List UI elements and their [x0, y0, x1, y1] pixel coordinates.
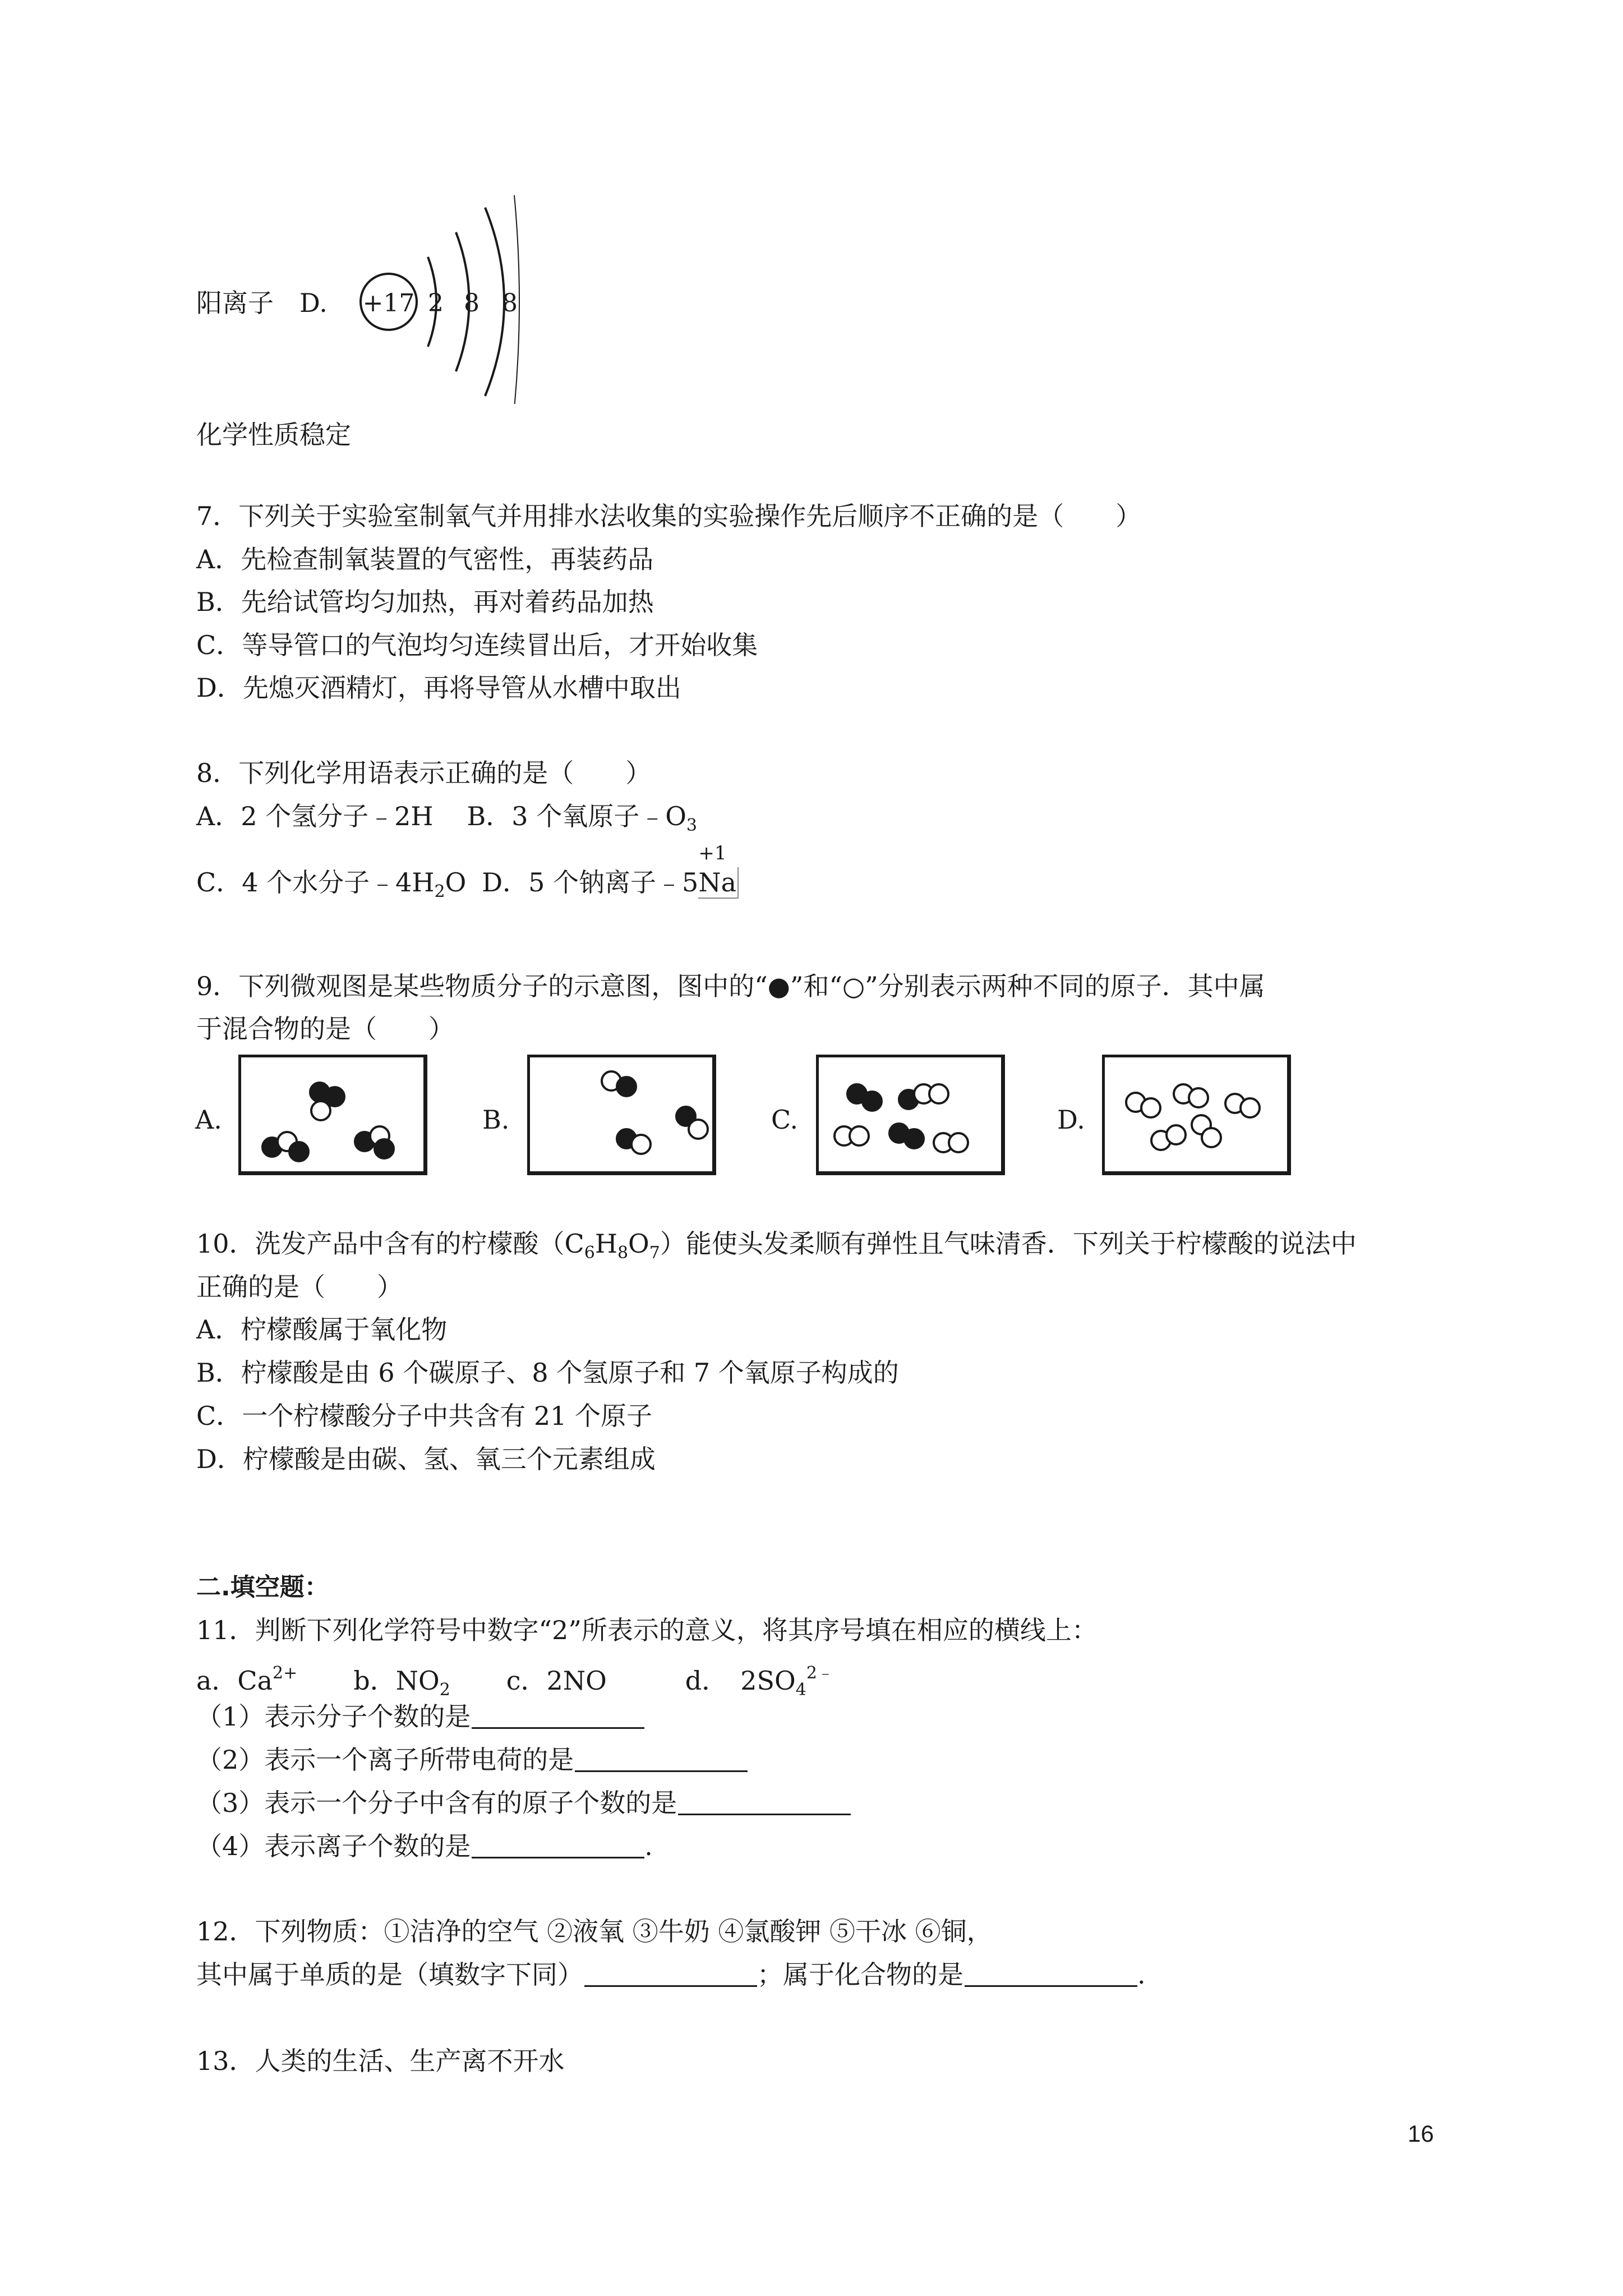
q8-option-b: B．3 个氧原子$﹣O_3$ — [467, 801, 697, 835]
q11-symbol-c: c．2NO — [506, 1665, 607, 1696]
q9-box-c — [816, 1055, 1005, 1175]
section-heading-fill-in: 二.填空题： — [196, 1573, 329, 1602]
q6-tail-label: 阳离子 D. — [196, 288, 328, 318]
chlorine-ion-structure-diagram — [345, 191, 530, 404]
answer-blank-3[interactable] — [678, 1789, 851, 1815]
q10-option-c: C．一个柠檬酸分子中共含有 21 个原子 — [196, 1401, 652, 1431]
q11-item-2: （2）表示一个离子所带电荷的是 — [196, 1743, 748, 1777]
q12-stem-line1: 12．下列物质：①洁净的空气 ②液氧 ③牛奶 ④氯酸钾 ⑤干冰 ⑥铜， — [196, 1916, 993, 1947]
q7-option-d: D．先熄灭酒精灯，再将导管从水槽中取出 — [196, 673, 681, 703]
q9-stem-line2: 于混合物的是（ ） — [196, 1014, 454, 1044]
nucleus-charge: +17 — [362, 289, 415, 318]
q9-label-d: D. — [1057, 1105, 1085, 1135]
q7-option-c: C．等导管口的气泡均匀连续冒出后，才开始收集 — [196, 630, 758, 660]
answer-blank-4[interactable] — [472, 1832, 644, 1858]
q9-stem-line1: 9．下列微观图是某些物质分子的示意图，图中的“●”和“○”分别表示两种不同的原子．其中属 — [196, 971, 1265, 1001]
q8-option-c: C．4 个水分子$﹣4H_2O$ — [196, 867, 467, 901]
q8-d-oxidation: +1 — [698, 842, 727, 864]
q10-option-a: A．柠檬酸属于氧化物 — [196, 1314, 448, 1345]
q11-item-4: （4）表示离子个数的是 . — [196, 1831, 653, 1861]
shell-electron-2: 8 — [464, 289, 479, 318]
q10-stem-line1: 10．洗发产品中含有的柠檬酸$(C_6H_8O_7)$能使头发柔顺有弹性且气味清香．下列关于柠檬酸的说法中 — [196, 1228, 1357, 1263]
q8-row-cd — [196, 842, 739, 909]
q7-option-b: B．先给试管均匀加热，再对着药品加热 — [196, 587, 654, 617]
q11-item-3: （3）表示一个分子中含有的原子个数的是 — [196, 1786, 851, 1820]
q9-box-d — [1102, 1055, 1291, 1175]
q12-stem-line2: 其中属于单质的是（填数字下同） ；属于化合物的是 . — [196, 1959, 1146, 1990]
q11-symbol-b: b．$NO_2$ — [353, 1665, 450, 1700]
q9-box-a — [238, 1055, 427, 1175]
q9-label-c: C. — [771, 1105, 799, 1135]
q7-option-a: A．先检查制氧装置的气密性，再装药品 — [196, 544, 654, 574]
q6-option-d: D. — [299, 288, 328, 318]
q10-option-d: D．柠檬酸是由碳、氢、氧三个元素组成 — [196, 1444, 656, 1474]
shell-electron-3: 8 — [502, 289, 518, 318]
q8-stem: 8．下列化学用语表示正确的是（ ） — [196, 758, 652, 788]
q10-stem-line2: 正确的是（ ） — [196, 1272, 403, 1302]
q13-stem: 13．人类的生活、生产离不开水 — [196, 2046, 565, 2076]
q6-note: 化学性质稳定 — [196, 420, 351, 450]
answer-blank-1[interactable] — [472, 1703, 644, 1729]
page-number: 16 — [1408, 2120, 1434, 2147]
q9-label-b: B. — [482, 1105, 510, 1135]
q8-row-ab — [196, 799, 697, 843]
q11-symbol-a: a．$Ca^{2+}$ — [196, 1663, 298, 1696]
shell-electron-1: 2 — [428, 289, 444, 318]
answer-blank-compounds[interactable] — [965, 1961, 1137, 1987]
q7-stem: 7．下列关于实验室制氧气并用排水法收集的实验操作先后顺序不正确的是（ ） — [196, 501, 1142, 531]
q11-symbol-d: d． $2SO_4^{2﹣}$ — [685, 1663, 834, 1700]
q11-stem: 11．判断下列化学符号中数字“2”所表示的意义，将其序号填在相应的横线上： — [196, 1615, 1098, 1645]
q8-option-a: A．2 个氢分子﹣2H — [196, 801, 434, 831]
q9-box-b — [527, 1055, 716, 1175]
shell-arc-3 — [485, 208, 504, 396]
q11-item-1: （1）表示分子个数的是 — [196, 1700, 644, 1733]
answer-blank-elements[interactable] — [584, 1961, 757, 1987]
answer-blank-2[interactable] — [575, 1746, 748, 1772]
q8-option-d: D．5 个钠离子﹣5 +1 Na — [482, 867, 739, 898]
q10-option-b: B．柠檬酸是由 6 个碳原子、8 个氢原子和 7 个氧原子构成的 — [196, 1358, 899, 1388]
q9-label-a: A. — [195, 1105, 222, 1135]
